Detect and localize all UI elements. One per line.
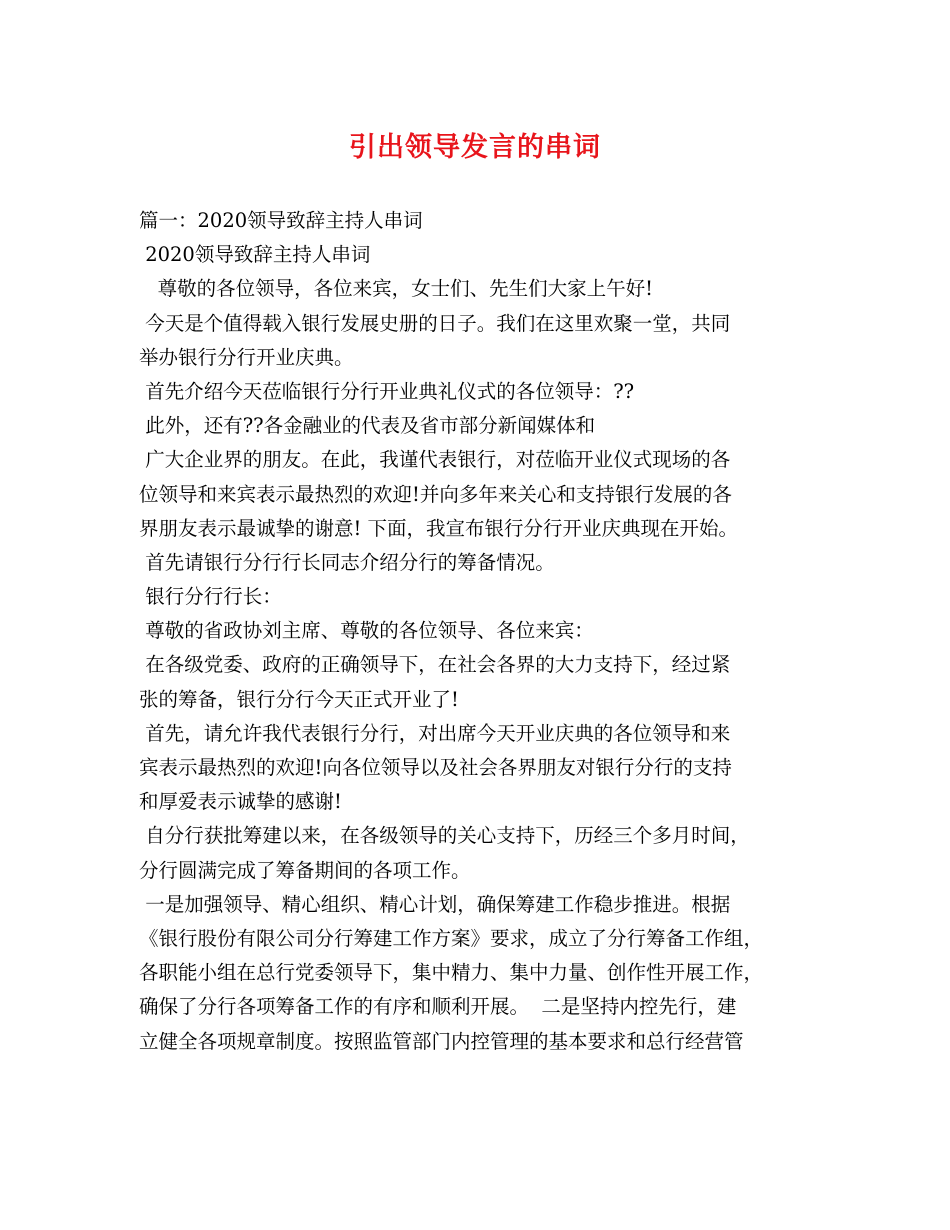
- body-line: 首先介绍今天莅临银行分行开业典礼仪式的各位领导：??: [139, 379, 635, 403]
- body-line: 自分行获批筹建以来，在各级领导的关心支持下，历经三个多月时间，: [139, 824, 750, 848]
- body-line: 确保了分行各项筹备工作的有序和顺利开展。 二是坚持内控先行，建: [139, 995, 737, 1019]
- body-line: 首先，请允许我代表银行分行，对出席今天开业庆典的各位领导和来: [139, 721, 731, 745]
- body-line: 广大企业界的朋友。在此，我谨代表银行，对莅临开业仪式现场的各: [139, 448, 731, 472]
- body-line: 一是加强领导、精心组织、精心计划，确保筹建工作稳步推进。根据: [139, 892, 731, 916]
- body-line: 首先请银行分行行长同志介绍分行的筹备情况。: [139, 550, 555, 574]
- body-line: 立健全各项规章制度。按照监管部门内控管理的基本要求和总行经营管: [139, 1029, 744, 1053]
- body-line: 位领导和来宾表示最热烈的欢迎!并向多年来关心和支持银行发展的各: [139, 482, 732, 506]
- document-body: [139, 204, 811, 1059]
- document-title: 引出领导发言的串词: [349, 132, 601, 163]
- body-line: 此外，还有??各金融业的代表及省市部分新闻媒体和: [139, 414, 596, 438]
- body-line: 银行分行行长：: [139, 585, 282, 609]
- body-line: 2020领导致辞主持人串词: [139, 243, 371, 267]
- body-line: 《银行股份有限公司分行筹建工作方案》要求，成立了分行筹备工作组，: [139, 926, 764, 950]
- body-line: 举办银行分行开业庆典。: [139, 345, 354, 369]
- body-line: 张的筹备，银行分行今天正式开业了!: [139, 687, 459, 711]
- body-line: 尊敬的省政协刘主席、尊敬的各位领导、各位来宾：: [139, 619, 594, 643]
- body-line: 分行圆满完成了筹备期间的各项工作。: [139, 858, 471, 882]
- body-line: 在各级党委、政府的正确领导下，在社会各界的大力支持下，经过紧: [139, 653, 731, 677]
- body-line: 和厚爱表示诚挚的感谢!: [139, 790, 342, 814]
- body-line: 各职能小组在总行党委领导下，集中精力、集中力量、创作性开展工作，: [139, 961, 764, 985]
- body-line: 宾表示最热烈的欢迎!向各位领导以及社会各界朋友对银行分行的支持: [139, 756, 732, 779]
- body-line: 界朋友表示最诚挚的谢意! 下面，我宣布银行分行开业庆典现在开始。: [139, 516, 739, 540]
- body-line: 篇一：2020领导致辞主持人串词: [139, 209, 423, 232]
- body-line: 今天是个值得载入银行发展史册的日子。我们在这里欢聚一堂，共同: [139, 311, 731, 335]
- body-line: 尊敬的各位领导，各位来宾，女士们、先生们大家上午好!: [139, 277, 653, 301]
